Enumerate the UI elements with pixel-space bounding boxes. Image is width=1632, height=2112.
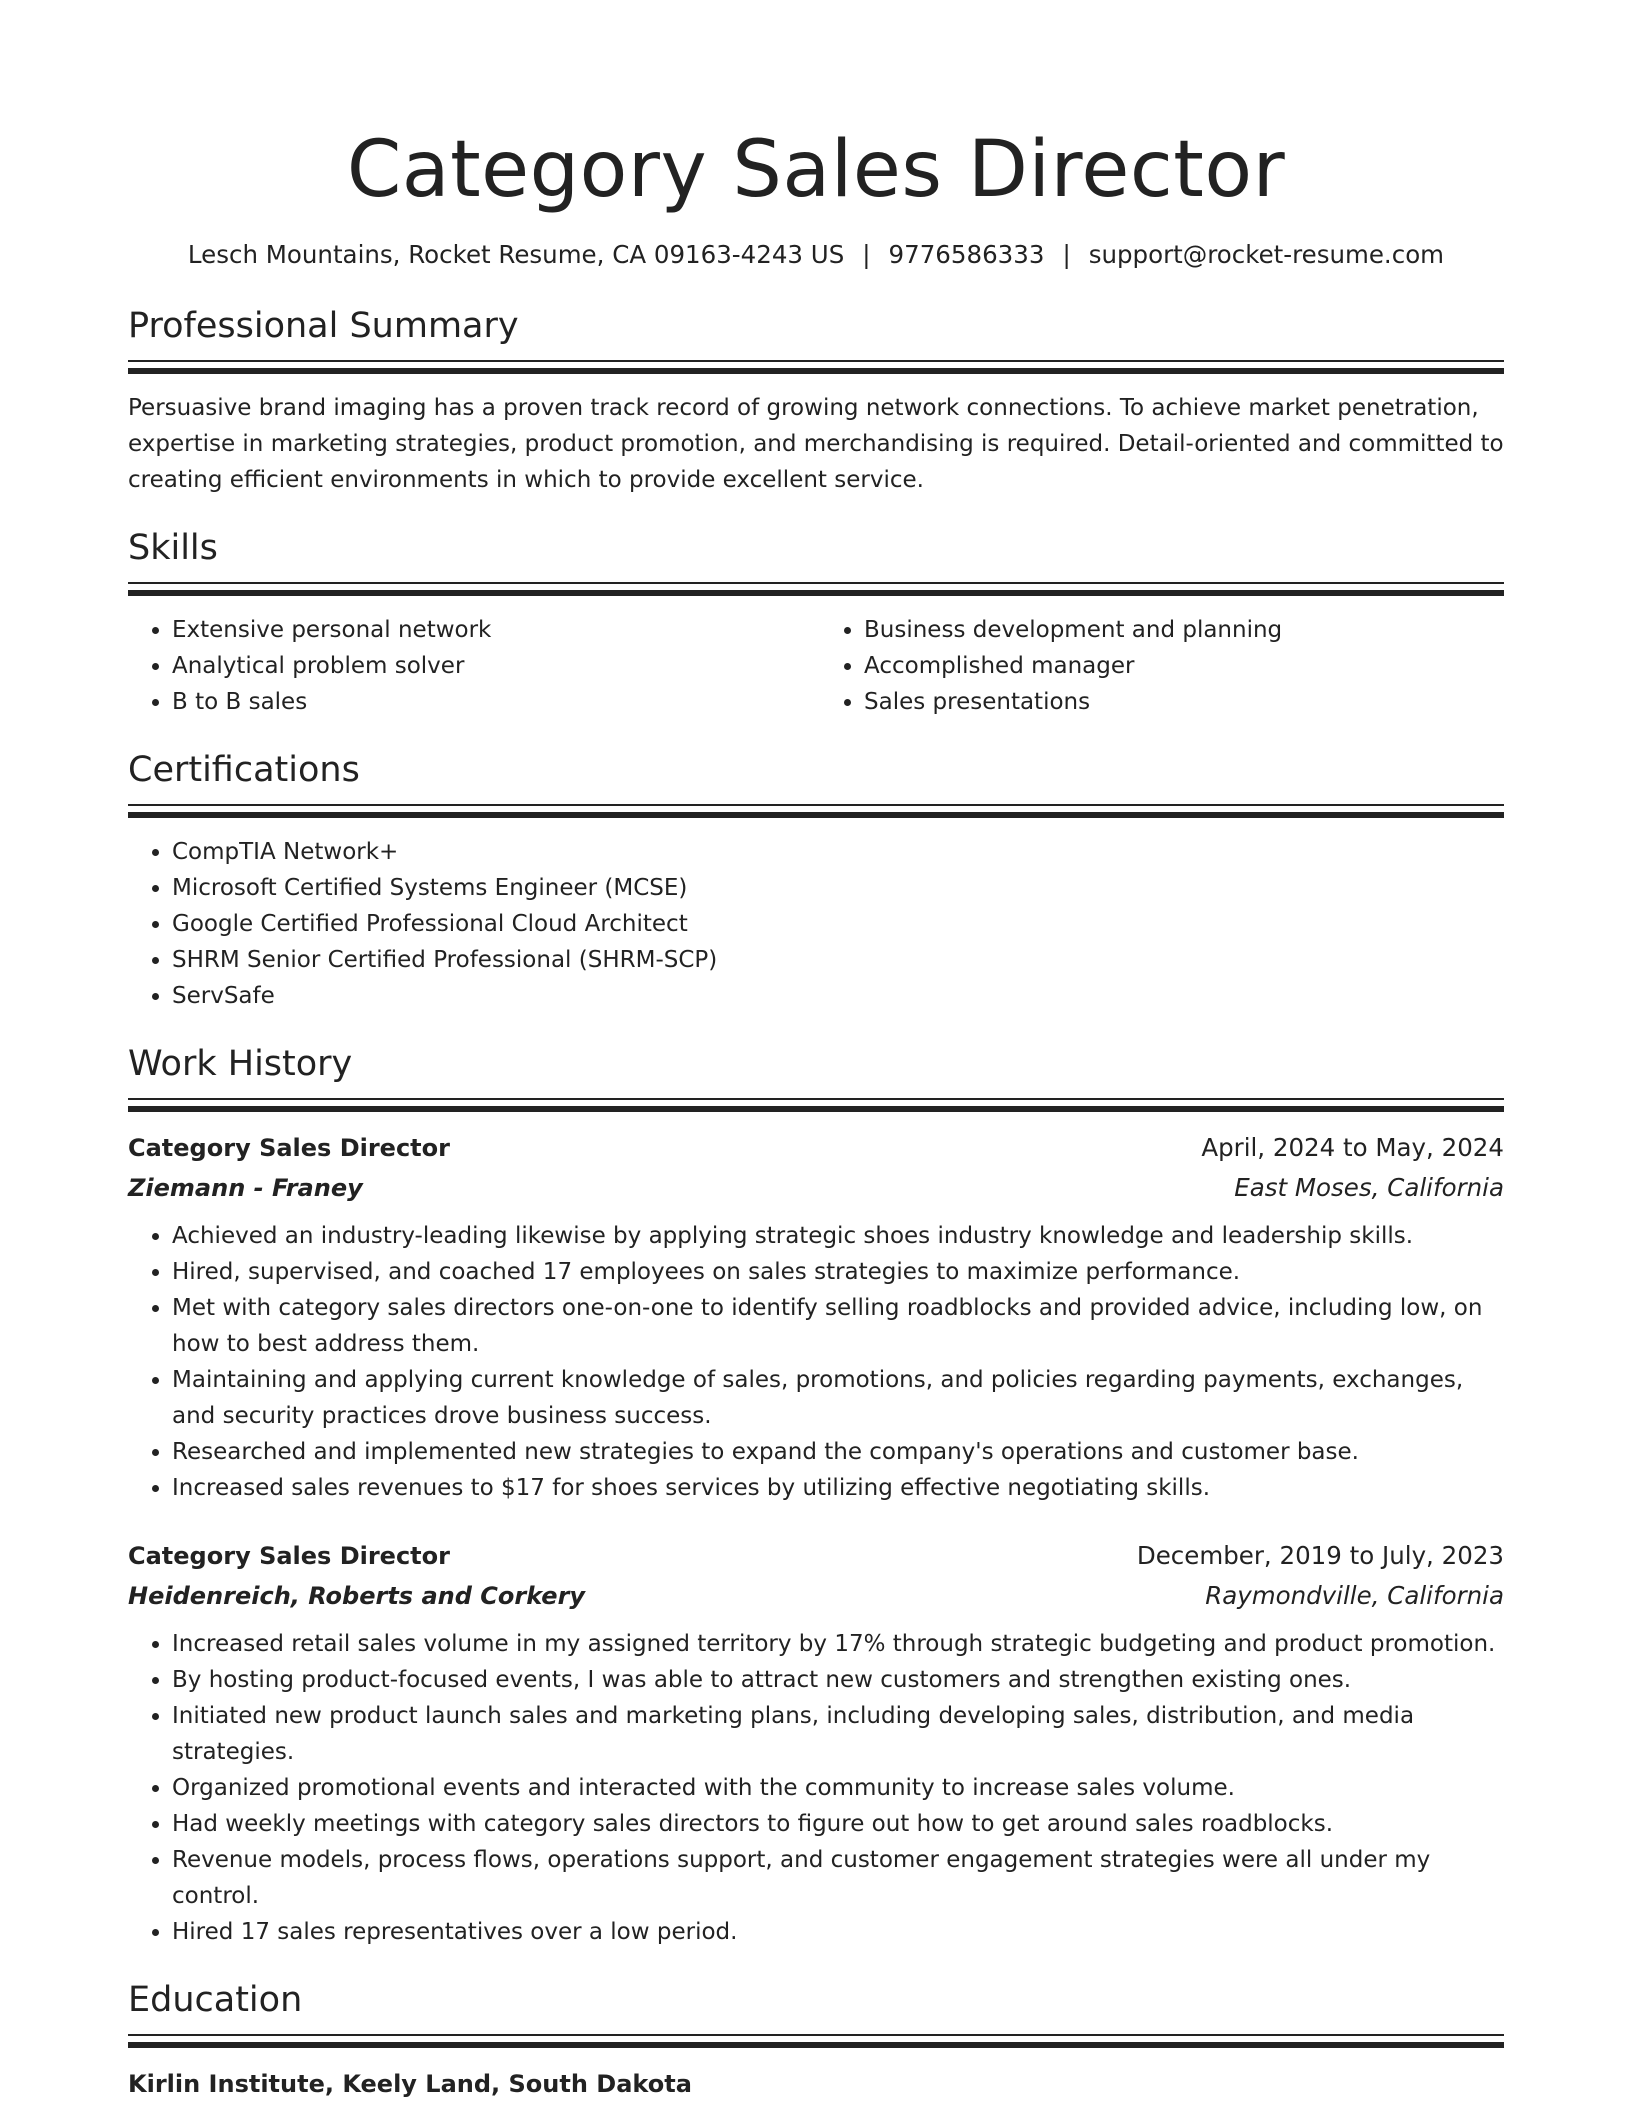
skills-section [128,524,1504,720]
section-rule [128,582,1504,598]
contact-separator: | [1062,240,1071,269]
job-bullet: • Increased retail sales volume in my assigned territory by 17% through strategic budgeting and product promotion. [172,1626,1504,1662]
resume-page [128,0,1504,2104]
contact-address: Lesch Mountains, Rocket Resume, CA 09163-4243 US [187,240,845,269]
job-bullets [128,1218,1504,1506]
contact-separator: | [862,240,871,269]
job-entry [128,1128,1504,1506]
certification-item: • SHRM Senior Certified Professional (SHRM-SCP) [172,942,1504,978]
skills-left-list [128,612,816,720]
certifications-list [128,834,1504,1014]
summary-heading: Professional Summary [128,306,519,346]
section-rule [128,360,1504,376]
contact-phone: 9776586333 [888,240,1045,269]
education-school: Kirlin Institute, Keely Land, South Dakota [128,2070,692,2098]
job-bullet: • Had weekly meetings with category sales directors to figure out how to get around sales roadblocks. [172,1806,1504,1842]
skill-item: • Extensive personal network [172,612,816,648]
job-dates: December, 2019 to July, 2023 [1136,1541,1504,1570]
job-company: Heidenreich, Roberts and Corkery [128,1582,586,1610]
job-bullet: • Achieved an industry-leading likewise by applying strategic shoes industry knowledge and leadership skills. [172,1218,1504,1254]
job-bullet: • By hosting product-focused events, I was able to attract new customers and strengthen existing ones. [172,1662,1504,1698]
skill-item: • B to B sales [172,684,816,720]
certification-item: • CompTIA Network+ [172,834,1504,870]
job-title: Category Sales Director [128,1542,450,1570]
work-history-heading: Work History [128,1044,353,1084]
job-bullet: • Initiated new product launch sales and marketing plans, including developing sales, distribution, and media strategies. [172,1698,1504,1770]
job-subheader [128,1576,1504,1616]
section-rule [128,2034,1504,2050]
contact-email: support@rocket-resume.com [1088,240,1445,269]
job-bullet: • Met with category sales directors one-on-one to identify selling roadblocks and provided advice, including low, on how to best address them. [172,1290,1504,1362]
certification-item: • ServSafe [172,978,1504,1014]
contact-line [128,238,1504,272]
section-rule [128,1098,1504,1114]
job-subheader [128,1168,1504,1208]
job-entry [128,1536,1504,1950]
job-bullet: • Researched and implemented new strategies to expand the company's operations and customer base. [172,1434,1504,1470]
certifications-heading: Certifications [128,750,360,790]
skills-heading: Skills [128,528,218,568]
job-bullet: • Organized promotional events and interacted with the community to increase sales volume. [172,1770,1504,1806]
skill-item: • Business development and planning [864,612,1504,648]
skill-item: • Accomplished manager [864,648,1504,684]
section-rule [128,804,1504,820]
summary-text: Persuasive brand imaging has a proven track record of growing network connections. To achieve market penetration, expertise in marketing strategies, product promotion, and merchandising is required. Detail-oriented and committed to creating efficient environments in which to provide excellent service. [128,395,1504,493]
education-section [128,1976,1504,2104]
skill-item: • Analytical problem solver [172,648,816,684]
skills-columns [128,612,1504,720]
job-title: Category Sales Director [128,1134,450,1162]
job-company: Ziemann - Franey [128,1174,363,1202]
education-heading: Education [128,1980,303,2020]
skill-item: • Sales presentations [864,684,1504,720]
certification-item: • Microsoft Certified Systems Engineer (MCSE) [172,870,1504,906]
certification-item: • Google Certified Professional Cloud Architect [172,906,1504,942]
job-header [128,1536,1504,1576]
work-history-section [128,1040,1504,1950]
resume-name: Category Sales Director [346,125,1286,215]
job-location: Raymondville, California [1205,1581,1504,1610]
job-location: East Moses, California [1234,1173,1504,1202]
job-header [128,1128,1504,1168]
job-bullet: • Hired 17 sales representatives over a low period. [172,1914,1504,1950]
job-bullet: • Maintaining and applying current knowledge of sales, promotions, and policies regarding payments, exchanges, and security practices drove business success. [172,1362,1504,1434]
job-bullet: • Revenue models, process flows, operations support, and customer engagement strategies were all under my control. [172,1842,1504,1914]
skills-right-list [816,612,1504,720]
job-bullets [128,1626,1504,1950]
job-bullet: • Increased sales revenues to $17 for shoes services by utilizing effective negotiating skills. [172,1470,1504,1506]
summary-section [128,302,1504,498]
job-dates: April, 2024 to May, 2024 [1201,1133,1504,1162]
certifications-section [128,746,1504,1014]
job-bullet: • Hired, supervised, and coached 17 employees on sales strategies to maximize performance. [172,1254,1504,1290]
